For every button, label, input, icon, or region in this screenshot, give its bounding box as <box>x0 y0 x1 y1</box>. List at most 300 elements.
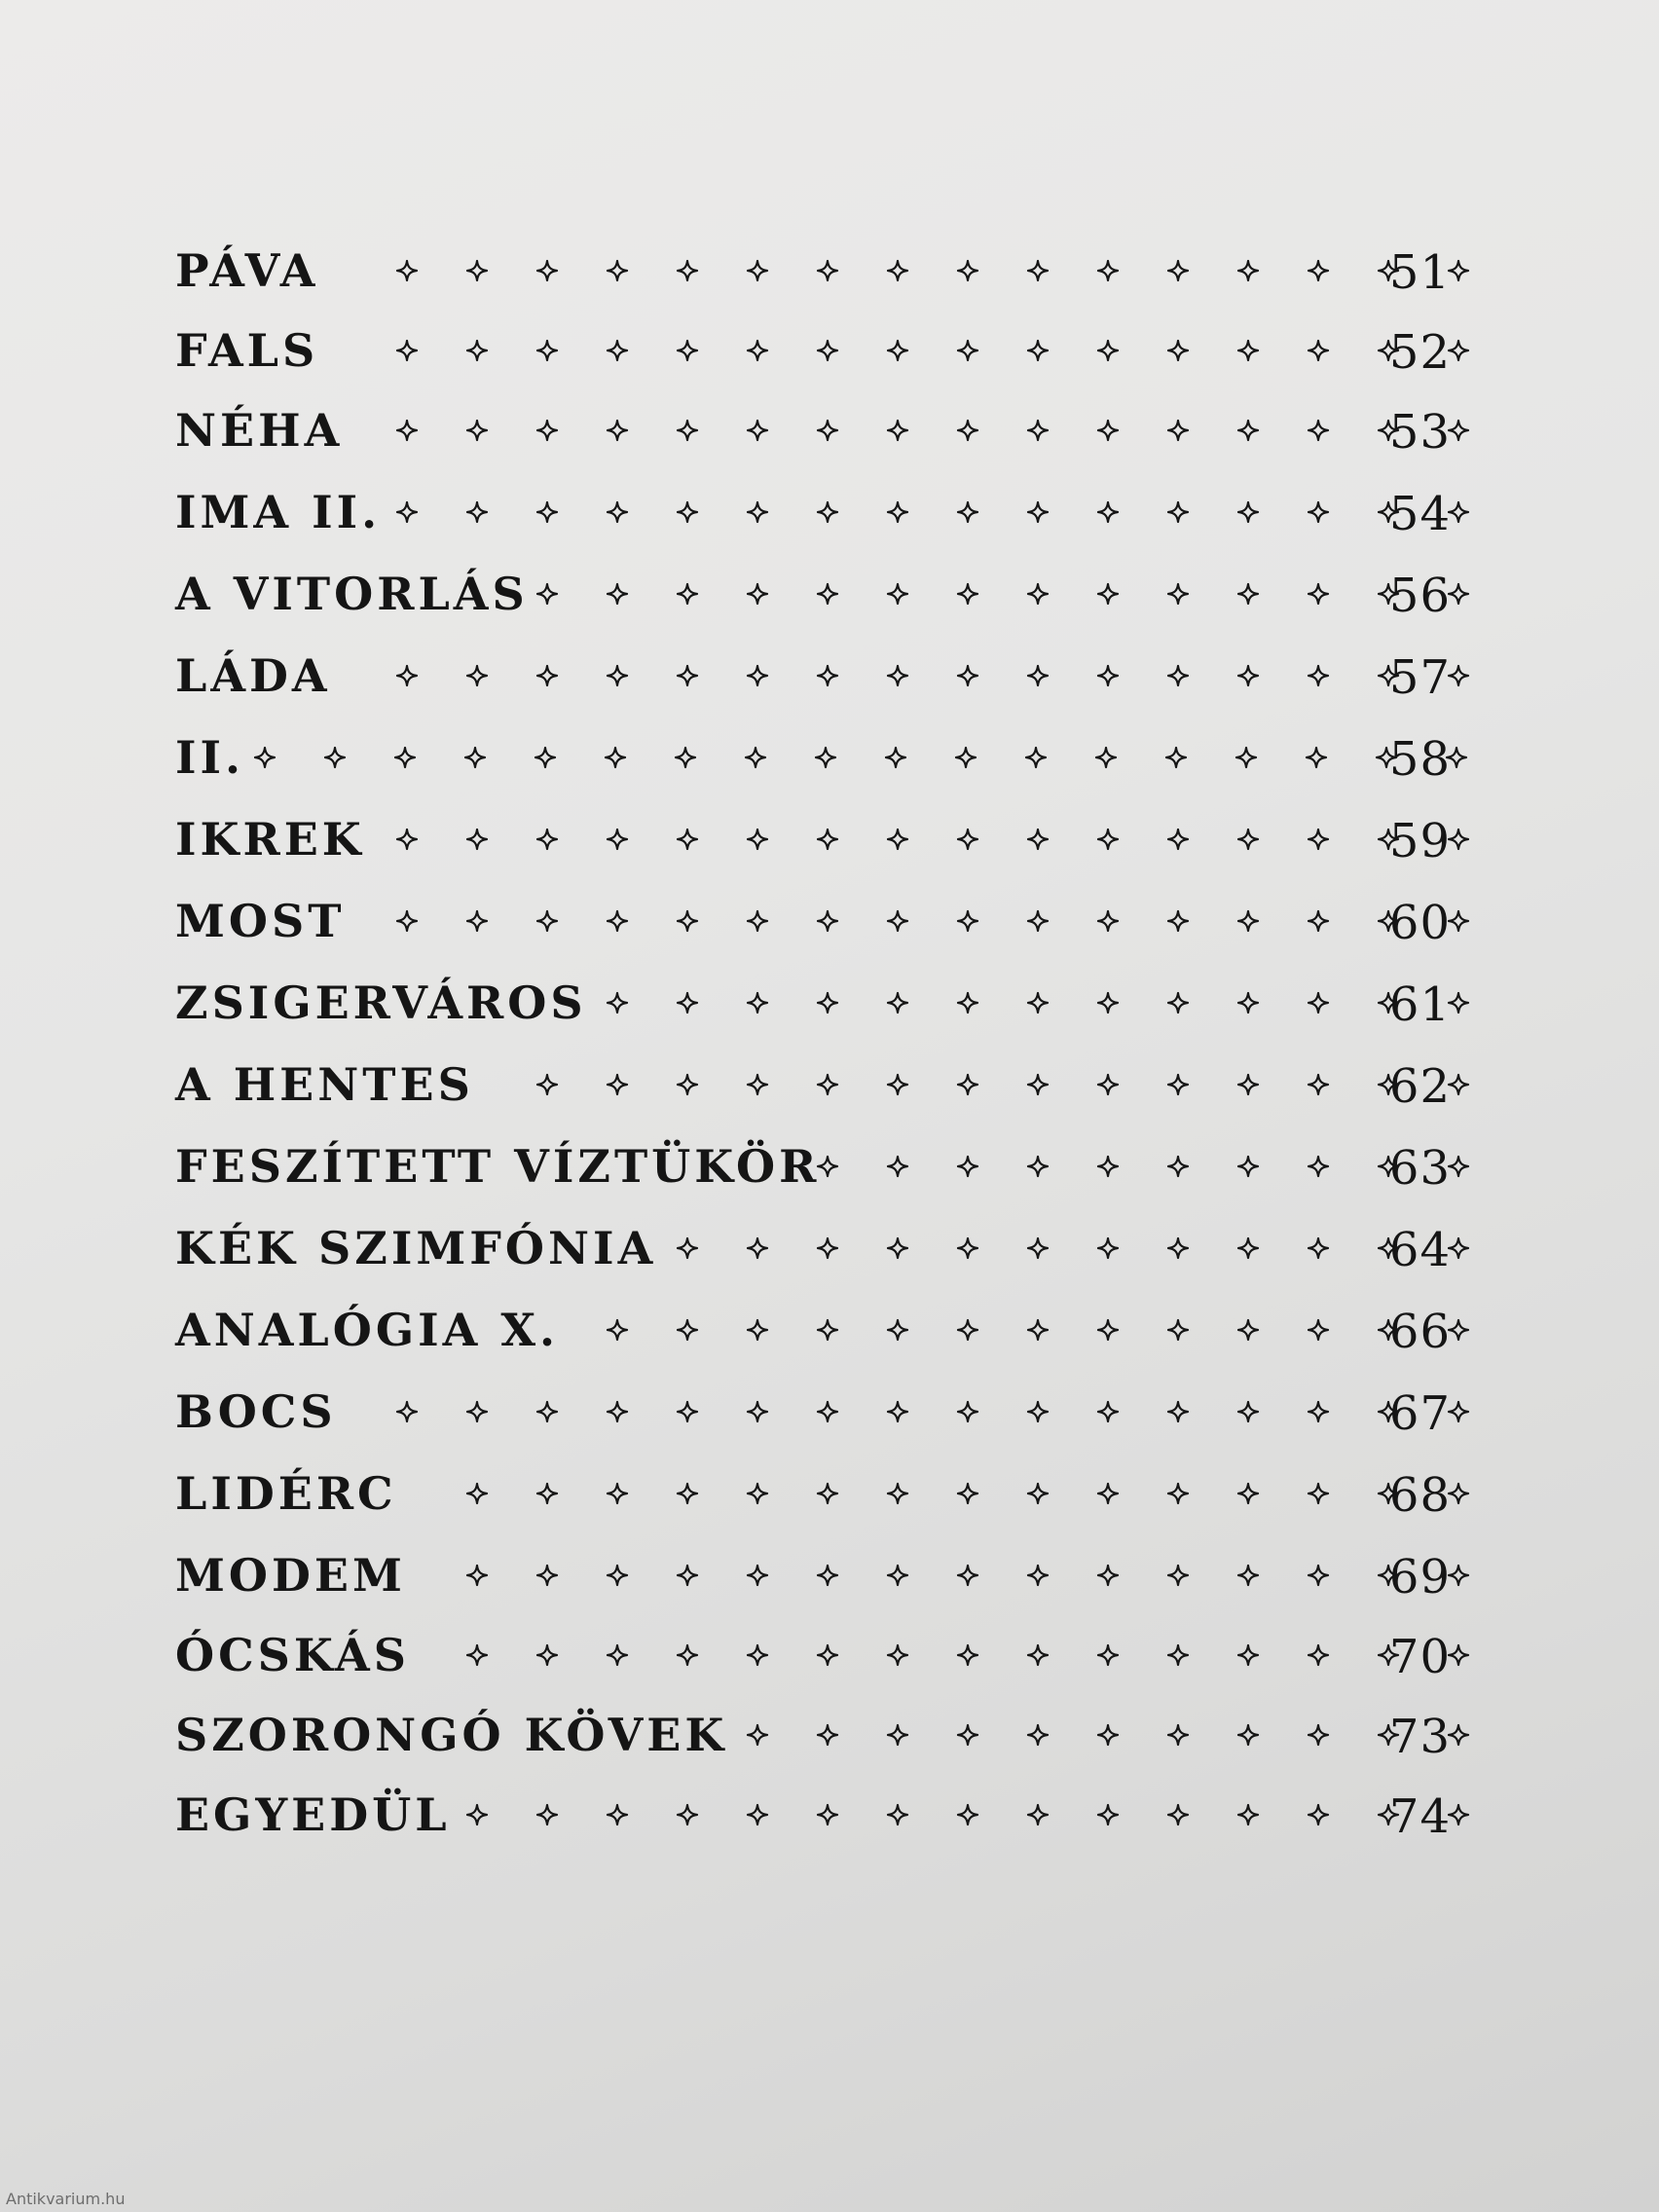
four-point-star-icon <box>816 828 839 851</box>
four-point-star-icon <box>606 1482 629 1505</box>
four-point-star-icon <box>816 1482 839 1505</box>
four-point-star-icon <box>956 1803 979 1826</box>
four-point-star-icon <box>1236 582 1260 606</box>
four-point-star-icon <box>1236 1400 1260 1423</box>
four-point-star-icon <box>886 1318 909 1342</box>
four-point-star-icon <box>1096 1073 1120 1096</box>
entry-title: FALS <box>175 324 319 377</box>
four-point-star-icon <box>1307 1400 1330 1423</box>
four-point-star-icon <box>1236 909 1260 933</box>
four-point-star-icon <box>253 746 276 769</box>
four-point-star-icon <box>1166 909 1190 933</box>
toc-entry-fals <box>175 310 1451 391</box>
four-point-star-icon <box>1026 1236 1050 1260</box>
four-point-star-icon <box>956 991 979 1014</box>
four-point-star-icon <box>1166 991 1190 1014</box>
four-point-star-icon <box>676 991 699 1014</box>
entry-title: LÁDA <box>175 649 331 702</box>
toc-entry-ima-ii <box>175 471 1451 553</box>
four-point-star-icon <box>886 1564 909 1587</box>
entry-title: ANALÓGIA X. <box>175 1304 560 1356</box>
four-point-star-icon <box>886 1155 909 1178</box>
four-point-star-icon <box>746 828 769 851</box>
four-point-star-icon <box>676 582 699 606</box>
four-point-star-icon <box>1026 1400 1050 1423</box>
four-point-star-icon <box>1166 1318 1190 1342</box>
four-point-star-icon <box>606 909 629 933</box>
four-point-star-icon <box>676 1482 699 1505</box>
four-point-star-icon <box>816 991 839 1014</box>
four-point-star-icon <box>1026 991 1050 1014</box>
four-point-star-icon <box>1026 828 1050 851</box>
four-point-star-icon <box>746 991 769 1014</box>
four-point-star-icon <box>1166 828 1190 851</box>
four-point-star-icon <box>395 419 419 442</box>
four-point-star-icon <box>746 259 769 282</box>
four-point-star-icon <box>606 991 629 1014</box>
four-point-star-icon <box>535 828 559 851</box>
four-point-star-icon <box>1305 746 1328 769</box>
four-point-star-icon <box>1166 1643 1190 1667</box>
four-point-star-icon <box>535 1482 559 1505</box>
four-point-star-icon <box>1307 1482 1330 1505</box>
four-point-star-icon <box>814 746 837 769</box>
four-point-star-icon <box>1096 1723 1120 1747</box>
four-point-star-icon <box>956 909 979 933</box>
four-point-star-icon <box>956 1236 979 1260</box>
toc-entry-modem <box>175 1534 1451 1616</box>
four-point-star-icon <box>886 419 909 442</box>
four-point-star-icon <box>606 828 629 851</box>
four-point-star-icon <box>1307 419 1330 442</box>
entry-title: EGYEDÜL <box>175 1788 451 1841</box>
four-point-star-icon <box>535 500 559 524</box>
four-point-star-icon <box>746 664 769 687</box>
four-point-star-icon <box>676 1400 699 1423</box>
entry-title: FESZÍTETT VÍZTÜKÖR <box>175 1140 821 1193</box>
four-point-star-icon <box>956 582 979 606</box>
four-point-star-icon <box>886 1723 909 1747</box>
four-point-star-icon <box>1166 1723 1190 1747</box>
four-point-star-icon <box>465 828 489 851</box>
four-point-star-icon <box>1096 500 1120 524</box>
four-point-star-icon <box>956 1155 979 1178</box>
entry-title: IKREK <box>175 813 365 866</box>
four-point-star-icon <box>746 419 769 442</box>
four-point-star-icon <box>1236 991 1260 1014</box>
four-point-star-icon <box>816 1803 839 1826</box>
four-point-star-icon <box>1307 259 1330 282</box>
four-point-star-icon <box>465 1482 489 1505</box>
four-point-star-icon <box>1096 1643 1120 1667</box>
four-point-star-icon <box>535 1803 559 1826</box>
four-point-star-icon <box>1026 259 1050 282</box>
four-point-star-icon <box>465 1564 489 1587</box>
four-point-star-icon <box>535 909 559 933</box>
page-number: 62 <box>1388 1059 1451 1114</box>
four-point-star-icon <box>465 1643 489 1667</box>
four-point-star-icon <box>1236 1318 1260 1342</box>
four-point-star-icon <box>1164 746 1188 769</box>
four-point-star-icon <box>1026 582 1050 606</box>
four-point-star-icon <box>1236 1723 1260 1747</box>
four-point-star-icon <box>463 746 487 769</box>
four-point-star-icon <box>676 1073 699 1096</box>
four-point-star-icon <box>956 259 979 282</box>
four-point-star-icon <box>676 664 699 687</box>
toc-entry-a-hentes <box>175 1044 1451 1125</box>
entry-title: SZORONGÓ KÖVEK <box>175 1709 728 1761</box>
four-point-star-icon <box>1166 582 1190 606</box>
four-point-star-icon <box>816 259 839 282</box>
four-point-star-icon <box>746 339 769 362</box>
four-point-star-icon <box>676 500 699 524</box>
four-point-star-icon <box>676 419 699 442</box>
entry-title: NÉHA <box>175 404 344 457</box>
page-number: 73 <box>1388 1710 1451 1764</box>
four-point-star-icon <box>956 1564 979 1587</box>
four-point-star-icon <box>395 664 419 687</box>
four-point-star-icon <box>676 1236 699 1260</box>
four-point-star-icon <box>1026 419 1050 442</box>
four-point-star-icon <box>1096 1400 1120 1423</box>
four-point-star-icon <box>535 582 559 606</box>
four-point-star-icon <box>465 909 489 933</box>
four-point-star-icon <box>465 419 489 442</box>
four-point-star-icon <box>535 259 559 282</box>
four-point-star-icon <box>746 1643 769 1667</box>
four-point-star-icon <box>1026 1723 1050 1747</box>
four-point-star-icon <box>1307 1723 1330 1747</box>
four-point-star-icon <box>465 1400 489 1423</box>
entry-title: IMA II. <box>175 486 382 538</box>
four-point-star-icon <box>1307 1318 1330 1342</box>
four-point-star-icon <box>676 259 699 282</box>
four-point-star-icon <box>1026 1803 1050 1826</box>
toc-entry-ikrek <box>175 798 1451 880</box>
four-point-star-icon <box>1166 1155 1190 1178</box>
four-point-star-icon <box>746 1723 769 1747</box>
four-point-star-icon <box>465 664 489 687</box>
four-point-star-icon <box>393 746 417 769</box>
four-point-star-icon <box>1236 339 1260 362</box>
four-point-star-icon <box>1026 1564 1050 1587</box>
four-point-star-icon <box>1236 1155 1260 1178</box>
four-point-star-icon <box>816 1564 839 1587</box>
four-point-star-icon <box>956 1482 979 1505</box>
four-point-star-icon <box>606 500 629 524</box>
entry-title: A HENTES <box>175 1058 474 1111</box>
four-point-star-icon <box>1307 909 1330 933</box>
toc-entry-lada <box>175 635 1451 717</box>
four-point-star-icon <box>956 664 979 687</box>
four-point-star-icon <box>676 1564 699 1587</box>
four-point-star-icon <box>886 1803 909 1826</box>
page-number: 57 <box>1388 650 1451 705</box>
four-point-star-icon <box>886 1482 909 1505</box>
four-point-star-icon <box>886 582 909 606</box>
toc-entry-most <box>175 880 1451 962</box>
toc-entry-bocs <box>175 1371 1451 1453</box>
entry-title: PÁVA <box>175 244 319 297</box>
four-point-star-icon <box>886 259 909 282</box>
toc-entry-egyedul <box>175 1774 1451 1856</box>
four-point-star-icon <box>886 1236 909 1260</box>
page-number: 64 <box>1388 1223 1451 1277</box>
four-point-star-icon <box>395 1400 419 1423</box>
page-number: 70 <box>1388 1630 1451 1684</box>
four-point-star-icon <box>1096 1803 1120 1826</box>
entry-title: MOST <box>175 895 346 947</box>
four-point-star-icon <box>1094 746 1118 769</box>
four-point-star-icon <box>1096 339 1120 362</box>
four-point-star-icon <box>1026 1482 1050 1505</box>
four-point-star-icon <box>1166 419 1190 442</box>
toc-entry-analogia-x <box>175 1289 1451 1371</box>
four-point-star-icon <box>886 828 909 851</box>
four-point-star-icon <box>1026 500 1050 524</box>
four-point-star-icon <box>676 828 699 851</box>
four-point-star-icon <box>956 1723 979 1747</box>
four-point-star-icon <box>1236 259 1260 282</box>
four-point-star-icon <box>746 1318 769 1342</box>
entry-title: ZSIGERVÁROS <box>175 977 587 1029</box>
page-number: 69 <box>1388 1550 1451 1604</box>
four-point-star-icon <box>465 339 489 362</box>
four-point-star-icon <box>816 419 839 442</box>
page-number: 52 <box>1388 325 1451 380</box>
four-point-star-icon <box>1096 1236 1120 1260</box>
four-point-star-icon <box>746 582 769 606</box>
entry-title: MODEM <box>175 1549 406 1602</box>
four-point-star-icon <box>1166 1236 1190 1260</box>
four-point-star-icon <box>606 339 629 362</box>
four-point-star-icon <box>676 1318 699 1342</box>
four-point-star-icon <box>1236 828 1260 851</box>
four-point-star-icon <box>535 339 559 362</box>
four-point-star-icon <box>535 664 559 687</box>
toc-entry-neha <box>175 389 1451 471</box>
four-point-star-icon <box>1166 259 1190 282</box>
four-point-star-icon <box>1026 339 1050 362</box>
four-point-star-icon <box>1236 500 1260 524</box>
four-point-star-icon <box>816 582 839 606</box>
four-point-star-icon <box>1307 582 1330 606</box>
four-point-star-icon <box>956 1400 979 1423</box>
four-point-star-icon <box>1096 1155 1120 1178</box>
four-point-star-icon <box>395 828 419 851</box>
four-point-star-icon <box>1166 1482 1190 1505</box>
toc-entry-feszitett-viztukor <box>175 1125 1451 1207</box>
four-point-star-icon <box>1166 1803 1190 1826</box>
four-point-star-icon <box>886 1400 909 1423</box>
four-point-star-icon <box>954 746 977 769</box>
four-point-star-icon <box>1166 1073 1190 1096</box>
four-point-star-icon <box>606 664 629 687</box>
four-point-star-icon <box>1307 500 1330 524</box>
four-point-star-icon <box>886 664 909 687</box>
page-number: 59 <box>1388 814 1451 868</box>
four-point-star-icon <box>535 1400 559 1423</box>
toc-entry-liderc <box>175 1453 1451 1534</box>
four-point-star-icon <box>606 1400 629 1423</box>
four-point-star-icon <box>1236 1073 1260 1096</box>
four-point-star-icon <box>395 339 419 362</box>
page-number: 68 <box>1388 1468 1451 1523</box>
four-point-star-icon <box>465 500 489 524</box>
four-point-star-icon <box>1026 1643 1050 1667</box>
dot-leader <box>253 738 1515 777</box>
four-point-star-icon <box>956 419 979 442</box>
page-number: 58 <box>1388 732 1451 787</box>
four-point-star-icon <box>746 1482 769 1505</box>
four-point-star-icon <box>395 500 419 524</box>
four-point-star-icon <box>1236 664 1260 687</box>
four-point-star-icon <box>1307 1236 1330 1260</box>
four-point-star-icon <box>956 828 979 851</box>
four-point-star-icon <box>1024 746 1048 769</box>
toc-entry-kek-szimfonia <box>175 1207 1451 1289</box>
four-point-star-icon <box>676 1803 699 1826</box>
toc-entry-a-vitorlas <box>175 553 1451 635</box>
four-point-star-icon <box>886 1073 909 1096</box>
four-point-star-icon <box>886 909 909 933</box>
four-point-star-icon <box>1235 746 1258 769</box>
four-point-star-icon <box>1236 419 1260 442</box>
four-point-star-icon <box>676 909 699 933</box>
four-point-star-icon <box>1236 1564 1260 1587</box>
entry-title: LIDÉRC <box>175 1467 397 1520</box>
four-point-star-icon <box>886 339 909 362</box>
four-point-star-icon <box>1096 664 1120 687</box>
page-number: 61 <box>1388 977 1451 1032</box>
four-point-star-icon <box>816 1236 839 1260</box>
page-number: 74 <box>1388 1789 1451 1844</box>
four-point-star-icon <box>816 1318 839 1342</box>
page-number: 63 <box>1388 1141 1451 1196</box>
four-point-star-icon <box>816 500 839 524</box>
entry-title: ÓCSKÁS <box>175 1629 410 1681</box>
four-point-star-icon <box>1096 1318 1120 1342</box>
four-point-star-icon <box>886 1643 909 1667</box>
watermark: Antikvarium.hu <box>6 2190 126 2208</box>
toc-entry-ii <box>175 717 1451 798</box>
four-point-star-icon <box>816 339 839 362</box>
toc-entry-szorongo-kovek <box>175 1694 1451 1776</box>
four-point-star-icon <box>1166 1564 1190 1587</box>
four-point-star-icon <box>606 1564 629 1587</box>
four-point-star-icon <box>746 1564 769 1587</box>
four-point-star-icon <box>1307 1643 1330 1667</box>
four-point-star-icon <box>744 746 767 769</box>
four-point-star-icon <box>1096 259 1120 282</box>
four-point-star-icon <box>746 1073 769 1096</box>
four-point-star-icon <box>1026 1073 1050 1096</box>
four-point-star-icon <box>1026 664 1050 687</box>
four-point-star-icon <box>1307 339 1330 362</box>
four-point-star-icon <box>746 500 769 524</box>
four-point-star-icon <box>1236 1482 1260 1505</box>
four-point-star-icon <box>1166 1400 1190 1423</box>
four-point-star-icon <box>746 909 769 933</box>
four-point-star-icon <box>886 500 909 524</box>
four-point-star-icon <box>534 746 557 769</box>
four-point-star-icon <box>323 746 347 769</box>
four-point-star-icon <box>816 1643 839 1667</box>
four-point-star-icon <box>606 419 629 442</box>
four-point-star-icon <box>1026 1318 1050 1342</box>
entry-title: KÉK SZIMFÓNIA <box>175 1222 657 1274</box>
four-point-star-icon <box>606 1803 629 1826</box>
four-point-star-icon <box>816 909 839 933</box>
four-point-star-icon <box>606 1318 629 1342</box>
entry-title: II. <box>175 731 245 784</box>
four-point-star-icon <box>674 746 697 769</box>
four-point-star-icon <box>535 1643 559 1667</box>
four-point-star-icon <box>816 1723 839 1747</box>
four-point-star-icon <box>1307 1155 1330 1178</box>
four-point-star-icon <box>606 1073 629 1096</box>
entry-title: BOCS <box>175 1385 337 1438</box>
four-point-star-icon <box>1096 828 1120 851</box>
four-point-star-icon <box>884 746 907 769</box>
four-point-star-icon <box>535 419 559 442</box>
four-point-star-icon <box>1096 909 1120 933</box>
four-point-star-icon <box>606 1643 629 1667</box>
four-point-star-icon <box>1096 419 1120 442</box>
four-point-star-icon <box>956 500 979 524</box>
four-point-star-icon <box>956 1318 979 1342</box>
page-number: 56 <box>1388 569 1451 623</box>
four-point-star-icon <box>1307 1564 1330 1587</box>
four-point-star-icon <box>1307 1803 1330 1826</box>
four-point-star-icon <box>1236 1803 1260 1826</box>
four-point-star-icon <box>606 582 629 606</box>
page-number: 51 <box>1388 245 1451 300</box>
four-point-star-icon <box>465 259 489 282</box>
four-point-star-icon <box>956 339 979 362</box>
four-point-star-icon <box>1307 991 1330 1014</box>
four-point-star-icon <box>816 664 839 687</box>
four-point-star-icon <box>1307 664 1330 687</box>
four-point-star-icon <box>1236 1643 1260 1667</box>
page-number: 60 <box>1388 896 1451 950</box>
four-point-star-icon <box>746 1236 769 1260</box>
four-point-star-icon <box>746 1803 769 1826</box>
four-point-star-icon <box>395 259 419 282</box>
four-point-star-icon <box>676 339 699 362</box>
four-point-star-icon <box>1166 500 1190 524</box>
four-point-star-icon <box>1166 339 1190 362</box>
four-point-star-icon <box>676 1643 699 1667</box>
four-point-star-icon <box>1307 828 1330 851</box>
four-point-star-icon <box>1307 1073 1330 1096</box>
four-point-star-icon <box>956 1643 979 1667</box>
four-point-star-icon <box>1026 1155 1050 1178</box>
four-point-star-icon <box>1166 664 1190 687</box>
four-point-star-icon <box>465 1803 489 1826</box>
four-point-star-icon <box>816 1073 839 1096</box>
four-point-star-icon <box>1026 909 1050 933</box>
toc-entry-pava <box>175 230 1451 312</box>
entry-title: A VITORLÁS <box>175 568 529 620</box>
page-number: 66 <box>1388 1305 1451 1359</box>
page-number: 53 <box>1388 405 1451 460</box>
four-point-star-icon <box>606 259 629 282</box>
four-point-star-icon <box>746 1400 769 1423</box>
toc-entry-zsigervaros <box>175 962 1451 1044</box>
four-point-star-icon <box>1096 991 1120 1014</box>
